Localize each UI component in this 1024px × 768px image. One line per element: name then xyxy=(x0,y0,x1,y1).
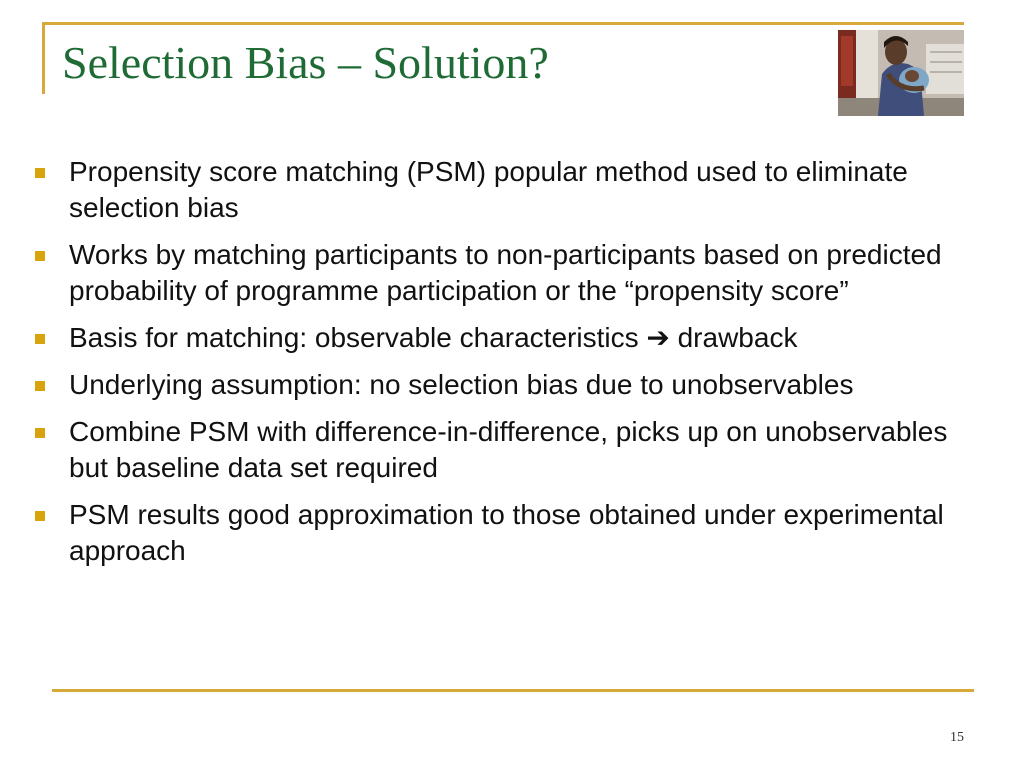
bullet-text-after-arrow: drawback xyxy=(669,322,798,353)
bullet-marker xyxy=(35,428,45,438)
bullet-marker xyxy=(35,168,45,178)
slide-title: Selection Bias – Solution? xyxy=(62,37,549,88)
bullet-item xyxy=(32,320,977,356)
bullet-marker xyxy=(35,511,45,521)
bullet-item xyxy=(32,237,977,309)
bullet-text: Propensity score matching (PSM) popular method used to eliminate selection bias xyxy=(69,156,908,223)
bullet-marker xyxy=(35,334,45,344)
bullet-item xyxy=(32,414,977,486)
girl-with-baby-photo xyxy=(838,30,964,116)
bullet-marker xyxy=(35,381,45,391)
bullet-text: Combine PSM with difference-in-difference, picks up on unobservables but baseline data set required xyxy=(69,416,948,483)
bullet-list xyxy=(32,154,977,580)
bullet-marker xyxy=(35,251,45,261)
bullet-item xyxy=(32,367,977,403)
top-gold-rule xyxy=(42,22,964,25)
photo-illustration xyxy=(838,30,964,116)
bullet-text-before-arrow: Basis for matching: observable characteristics xyxy=(69,322,647,353)
right-arrow-icon: ➔ xyxy=(646,321,670,354)
bullet-text: PSM results good approximation to those obtained under experimental approach xyxy=(69,499,944,566)
bullet-text: Underlying assumption: no selection bias due to unobservables xyxy=(69,369,854,400)
bullet-item xyxy=(32,154,977,226)
left-gold-rule xyxy=(42,22,45,94)
page-number: 15 xyxy=(950,730,964,745)
bullet-item xyxy=(32,497,977,569)
bottom-gold-rule xyxy=(52,689,974,692)
bullet-text: Works by matching participants to non-participants based on predicted probability of programme participation or the “propensity score” xyxy=(69,239,942,306)
